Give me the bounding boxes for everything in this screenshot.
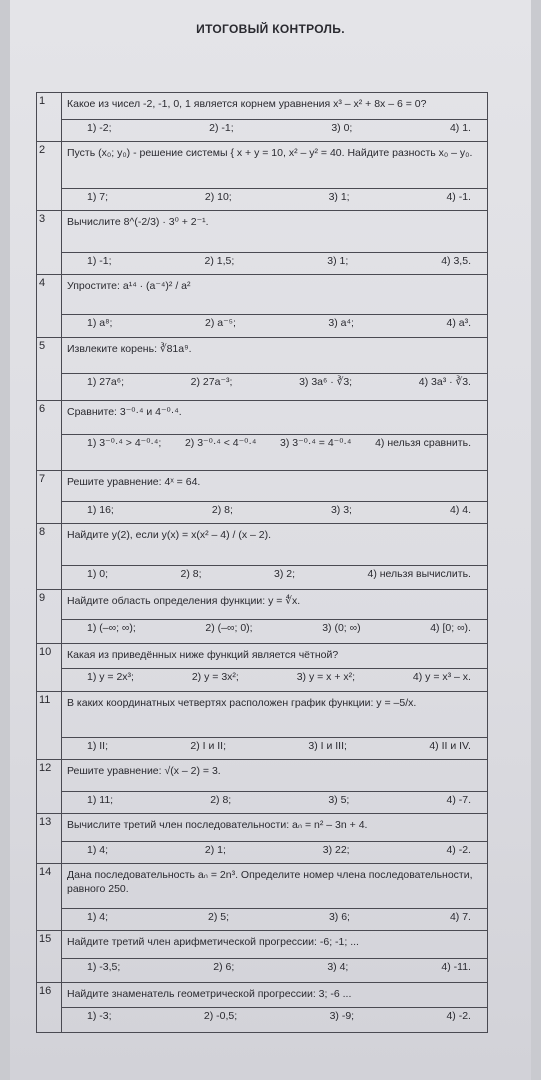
answer-row (37, 253, 488, 275)
answer-option: 3) -9; (329, 1010, 355, 1022)
question-text: Какая из приведённых ниже функций является чётной? (62, 644, 488, 669)
answer-row (37, 374, 488, 401)
question-number: 14 (37, 864, 62, 931)
answer-option: 3) 1; (328, 191, 350, 203)
answer-option: 3) 2; (274, 568, 296, 580)
question-row (37, 864, 488, 909)
answer-option: 2) 8; (210, 794, 232, 806)
answer-option: 4) -2. (446, 1010, 471, 1022)
answer-option: 2) -0,5; (203, 1010, 238, 1022)
answer-option: 4) -7. (446, 794, 471, 806)
answer-option: 4) 1. (449, 122, 471, 134)
answer-option: 2) 27a⁻³; (190, 376, 233, 388)
answer-option: 2) (–∞; 0); (205, 622, 253, 634)
question-text: В каких координатных четвертях расположен график функции: y = –5/x. (62, 692, 488, 738)
options-list (67, 122, 483, 134)
question-text: Какое из чисел -2, -1, 0, 1 является корнем уравнения x³ – x² + 8x – 6 = 0? (62, 93, 488, 120)
answer-option: 3) a⁴; (328, 317, 354, 329)
answer-option: 4) нельзя вычислить. (367, 568, 471, 580)
answer-option: 1) a⁸; (87, 317, 113, 329)
answer-row (37, 620, 488, 644)
question-number: 10 (37, 644, 62, 692)
question-number: 8 (37, 524, 62, 590)
answer-option: 2) 1,5; (204, 255, 235, 267)
question-row (37, 338, 488, 374)
options-list (67, 911, 483, 923)
answer-options (62, 738, 488, 760)
options-list (67, 568, 483, 580)
answer-option: 4) -1. (446, 191, 471, 203)
options-list (67, 504, 483, 516)
question-text: Решите уравнение: √(x – 2) = 3. (62, 760, 488, 792)
question-text: Решите уравнение: 4ˣ = 64. (62, 471, 488, 502)
answer-option: 3) 3; (330, 504, 352, 516)
answer-options (62, 315, 488, 338)
answer-option: 1) 4; (87, 844, 109, 856)
answer-option: 3) 5; (328, 794, 350, 806)
question-number: 4 (37, 275, 62, 338)
answer-options (62, 502, 488, 524)
answer-row (37, 566, 488, 590)
question-number: 13 (37, 814, 62, 864)
options-list (67, 1010, 483, 1022)
answer-options (62, 909, 488, 931)
question-row (37, 524, 488, 566)
answer-option: 2) y = 3x²; (191, 671, 239, 683)
answer-options (62, 435, 488, 471)
question-number: 16 (37, 983, 62, 1033)
answer-option: 1) y = 2x³; (87, 671, 134, 683)
question-row (37, 401, 488, 435)
options-list (67, 255, 483, 267)
options-list (67, 622, 483, 634)
answer-option: 4) y = x³ – x. (412, 671, 471, 683)
answer-option: 4) 3,5. (441, 255, 471, 267)
question-text: Дана последовательность aₙ = 2n³. Определите номер члена последовательности, равного 250. (62, 864, 488, 909)
answer-options (62, 959, 488, 983)
answer-option: 3) I и III; (308, 740, 347, 752)
answer-option: 1) -3; (87, 1010, 112, 1022)
answer-options (62, 1008, 488, 1033)
options-list (67, 671, 483, 683)
question-row (37, 93, 488, 120)
question-text: Вычислите 8^(-2/3) · 3⁰ + 2⁻¹. (62, 211, 488, 253)
answer-option: 2) -1; (209, 122, 234, 134)
question-text: Найдите y(2), если y(x) = x(x² – 4) / (x – 2). (62, 524, 488, 566)
answer-option: 4) -11. (441, 961, 471, 973)
questions-table (36, 92, 488, 1033)
answer-option: 1) 3⁻⁰·⁴ > 4⁻⁰·⁴; (87, 437, 162, 449)
question-row (37, 142, 488, 189)
answer-options (62, 374, 488, 401)
answer-option: 2) 5; (207, 911, 229, 923)
question-number: 7 (37, 471, 62, 524)
question-text: Упростите: a¹⁴ · (a⁻⁴)² / a² (62, 275, 488, 315)
options-list (67, 437, 483, 449)
answer-option: 3) 0; (331, 122, 353, 134)
question-text: Извлеките корень: ∛81a⁹. (62, 338, 488, 374)
question-number: 5 (37, 338, 62, 401)
answer-option: 2) a⁻⁵; (204, 317, 236, 329)
options-list (67, 794, 483, 806)
answer-option: 3) 22; (322, 844, 350, 856)
answer-option: 1) 0; (87, 568, 109, 580)
answer-option: 3) 3a⁶ · ∛3; (299, 376, 353, 388)
answer-option: 2) 8; (180, 568, 202, 580)
answer-option: 2) 8; (211, 504, 233, 516)
answer-option: 1) -2; (87, 122, 112, 134)
answer-option: 2) 3⁻⁰·⁴ < 4⁻⁰·⁴ (184, 437, 257, 449)
question-text: Найдите третий член арифметической прогрессии: -6; -1; ... (62, 931, 488, 959)
answer-row (37, 842, 488, 864)
answer-row (37, 909, 488, 931)
question-row (37, 211, 488, 253)
answer-row (37, 738, 488, 760)
answer-option: 4) a³. (446, 317, 471, 329)
answer-option: 1) 7; (87, 191, 109, 203)
answer-option: 3) y = x + x²; (296, 671, 356, 683)
question-text: Сравните: 3⁻⁰·⁴ и 4⁻⁰·⁴. (62, 401, 488, 435)
answer-option: 2) 10; (204, 191, 232, 203)
answer-row (37, 120, 488, 142)
answer-option: 2) I и II; (190, 740, 227, 752)
question-number: 9 (37, 590, 62, 644)
document-title: ИТОГОВЫЙ КОНТРОЛЬ. (196, 22, 345, 36)
answer-row (37, 959, 488, 983)
answer-option: 1) -3,5; (87, 961, 121, 973)
options-list (67, 844, 483, 856)
answer-option: 4) II и IV. (429, 740, 471, 752)
question-row (37, 590, 488, 620)
answer-option: 1) 27a⁶; (87, 376, 125, 388)
question-row (37, 644, 488, 669)
answer-options (62, 792, 488, 814)
options-list (67, 740, 483, 752)
answer-option: 3) 4; (327, 961, 349, 973)
answer-row (37, 189, 488, 211)
options-list (67, 317, 483, 329)
question-text: Вычислите третий член последовательности: aₙ = n² – 3n + 4. (62, 814, 488, 842)
question-row (37, 692, 488, 738)
question-number: 15 (37, 931, 62, 983)
answer-options (62, 189, 488, 211)
answer-options (62, 620, 488, 644)
answer-options (62, 253, 488, 275)
answer-option: 3) 3⁻⁰·⁴ = 4⁻⁰·⁴ (280, 437, 352, 449)
question-number: 2 (37, 142, 62, 211)
answer-option: 4) 7. (449, 911, 471, 923)
question-number: 11 (37, 692, 62, 760)
question-row (37, 275, 488, 315)
answer-option: 2) 6; (213, 961, 235, 973)
question-number: 1 (37, 93, 62, 142)
answer-row (37, 315, 488, 338)
answer-row (37, 435, 488, 471)
answer-option: 1) 11; (87, 794, 114, 806)
answer-option: 4) 3a³ · ∛3. (418, 376, 471, 388)
worksheet (10, 0, 531, 1080)
question-text: Пусть (x₀; y₀) - решение системы { x + y = 10, x² – y² = 40. Найдите разность x₀ – y₀. (62, 142, 488, 189)
question-number: 12 (37, 760, 62, 814)
options-list (67, 376, 483, 388)
question-row (37, 471, 488, 502)
question-number: 6 (37, 401, 62, 471)
answer-options (62, 669, 488, 692)
answer-row (37, 502, 488, 524)
answer-option: 4) нельзя сравнить. (375, 437, 471, 449)
answer-option: 4) 4. (449, 504, 471, 516)
answer-option: 1) -1; (87, 255, 112, 267)
answer-row (37, 792, 488, 814)
question-row (37, 760, 488, 792)
answer-option: 1) 4; (87, 911, 109, 923)
answer-option: 4) -2. (446, 844, 471, 856)
answer-options (62, 842, 488, 864)
answer-option: 3) 6; (328, 911, 350, 923)
answer-option: 1) (–∞; ∞); (87, 622, 136, 634)
question-text: Найдите знаменатель геометрической прогрессии: 3; -6 ... (62, 983, 488, 1008)
question-number: 3 (37, 211, 62, 275)
answer-option: 2) 1; (204, 844, 226, 856)
answer-option: 3) (0; ∞) (322, 622, 361, 634)
answer-options (62, 566, 488, 590)
answer-row (37, 1008, 488, 1033)
answer-options (62, 120, 488, 142)
question-row (37, 931, 488, 959)
question-row (37, 814, 488, 842)
question-text: Найдите область определения функции: y = ∜x. (62, 590, 488, 620)
options-list (67, 191, 483, 203)
answer-row (37, 669, 488, 692)
options-list (67, 961, 483, 973)
answer-option: 4) [0; ∞). (430, 622, 471, 634)
answer-option: 3) 1; (327, 255, 349, 267)
answer-option: 1) 16; (87, 504, 114, 516)
question-row (37, 983, 488, 1008)
answer-option: 1) II; (87, 740, 109, 752)
